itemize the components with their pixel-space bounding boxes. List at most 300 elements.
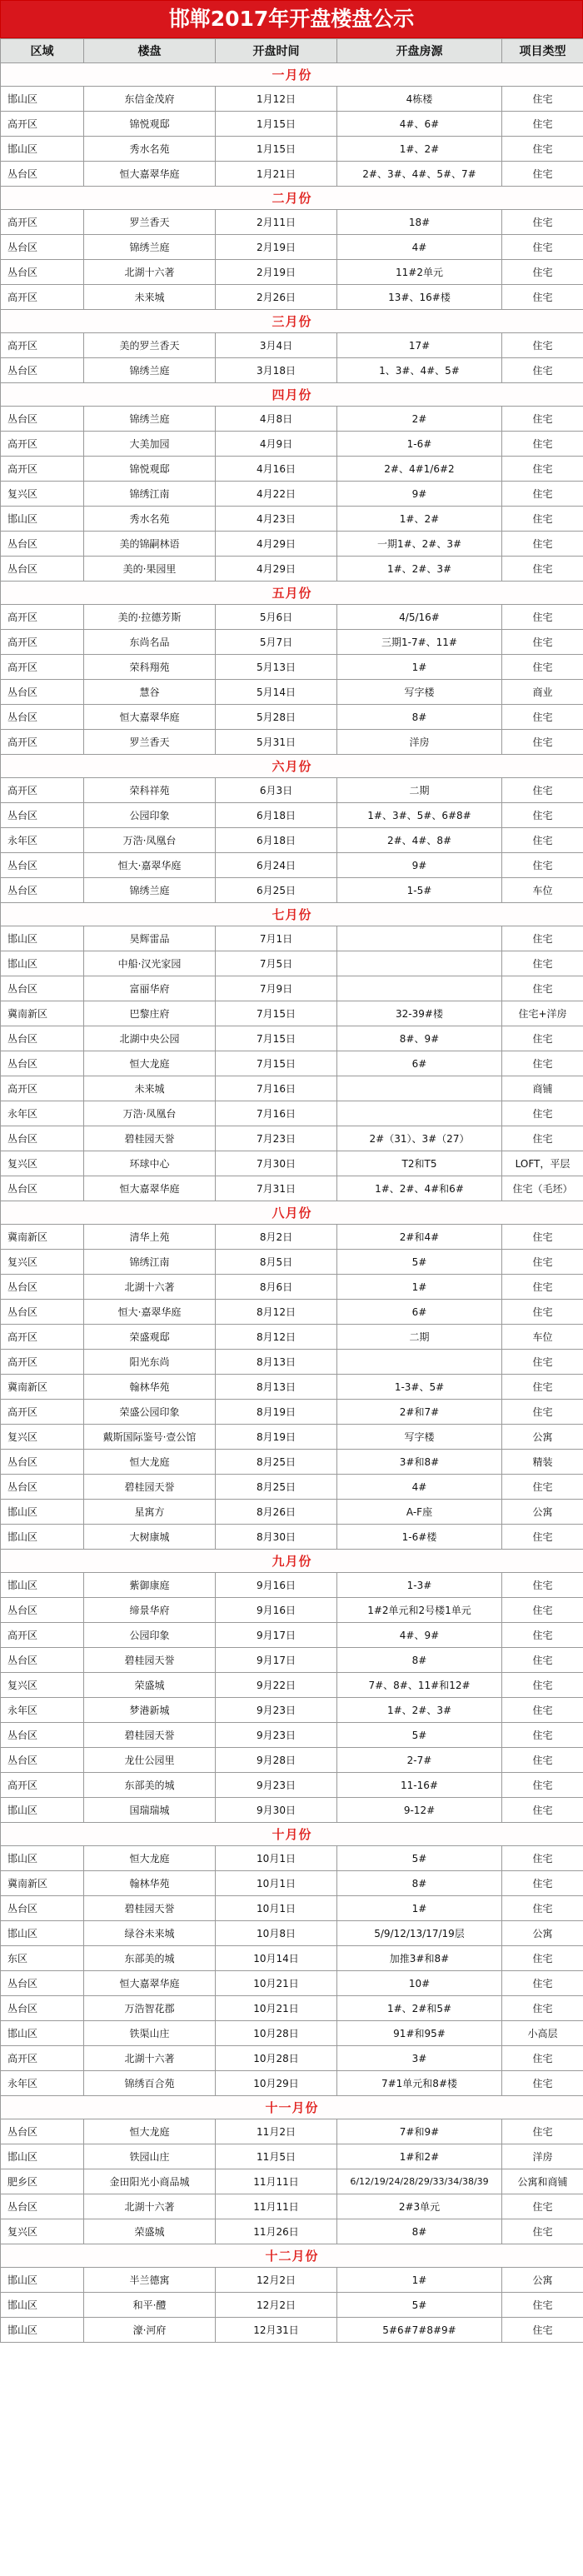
table-row — [1, 1300, 583, 1325]
cell-area: 高开区 — [1, 1350, 84, 1375]
table-row — [1, 2194, 583, 2219]
cell-type: 住宅 — [502, 2293, 583, 2318]
table-row — [1, 680, 583, 705]
cell-units: 1#、2# — [337, 507, 502, 532]
cell-project: 碧桂园天誉 — [84, 1648, 216, 1673]
table-row — [1, 1723, 583, 1748]
cell-type: 住宅 — [502, 112, 583, 137]
table-row — [1, 2071, 583, 2096]
cell-project: 恒大嘉翠华庭 — [84, 1176, 216, 1201]
cell-open-date: 8月30日 — [216, 1525, 337, 1550]
cell-project: 锦绣江南 — [84, 482, 216, 507]
cell-type: 住宅 — [502, 1051, 583, 1076]
cell-project: 公园印象 — [84, 1623, 216, 1648]
cell-units: 1#、3#、5#、6#8# — [337, 803, 502, 828]
cell-type: 住宅 — [502, 1996, 583, 2021]
cell-project: 北湖十六著 — [84, 2046, 216, 2071]
month-row — [1, 1823, 583, 1846]
cell-open-date: 2月19日 — [216, 235, 337, 260]
cell-open-date: 3月4日 — [216, 333, 337, 358]
table-row — [1, 285, 583, 310]
cell-project: 锦绣兰庭 — [84, 235, 216, 260]
cell-project: 恒大嘉翠华庭 — [84, 1971, 216, 1996]
cell-type: 商业 — [502, 680, 583, 705]
cell-open-date: 7月15日 — [216, 1001, 337, 1026]
cell-area: 丛台区 — [1, 705, 84, 730]
cell-project: 锦绣兰庭 — [84, 878, 216, 903]
cell-units: 9# — [337, 853, 502, 878]
cell-area: 丛台区 — [1, 557, 84, 582]
cell-open-date: 7月5日 — [216, 951, 337, 976]
cell-area: 高开区 — [1, 112, 84, 137]
table-row — [1, 1151, 583, 1176]
cell-area: 邯山区 — [1, 2144, 84, 2169]
cell-units: 4# — [337, 235, 502, 260]
cell-project: 国瑞瑞城 — [84, 1798, 216, 1823]
cell-project: 秀水名苑 — [84, 137, 216, 162]
cell-project: 碧桂园天誉 — [84, 1896, 216, 1921]
cell-units: 二期 — [337, 1325, 502, 1350]
cell-open-date: 10月8日 — [216, 1921, 337, 1946]
cell-area: 邯山区 — [1, 507, 84, 532]
cell-area: 丛台区 — [1, 260, 84, 285]
cell-area: 邯山区 — [1, 1846, 84, 1871]
cell-type: 住宅 — [502, 2219, 583, 2244]
cell-open-date: 10月1日 — [216, 1896, 337, 1921]
cell-type: 住宅 — [502, 1225, 583, 1250]
cell-units: 1#、2#、3# — [337, 557, 502, 582]
cell-open-date: 8月19日 — [216, 1425, 337, 1450]
cell-area: 高开区 — [1, 778, 84, 803]
cell-open-date: 1月15日 — [216, 112, 337, 137]
cell-area: 丛台区 — [1, 1475, 84, 1500]
cell-project: 翰林华苑 — [84, 1871, 216, 1896]
cell-area: 丛台区 — [1, 235, 84, 260]
cell-units — [337, 951, 502, 976]
cell-units — [337, 1101, 502, 1126]
cell-area: 邯山区 — [1, 1798, 84, 1823]
table-row — [1, 235, 583, 260]
cell-open-date: 4月23日 — [216, 507, 337, 532]
cell-area: 丛台区 — [1, 1748, 84, 1773]
cell-units: 8# — [337, 1871, 502, 1896]
table-row — [1, 730, 583, 755]
table-row — [1, 1126, 583, 1151]
table-row — [1, 2318, 583, 2343]
cell-type: 住宅 — [502, 1598, 583, 1623]
cell-project: 恒大龙庭 — [84, 1051, 216, 1076]
cell-area: 邯山区 — [1, 926, 84, 951]
cell-units: 17# — [337, 333, 502, 358]
cell-open-date: 11月11日 — [216, 2194, 337, 2219]
cell-type: 住宅 — [502, 951, 583, 976]
cell-open-date: 4月29日 — [216, 532, 337, 557]
cell-units: 11-16# — [337, 1773, 502, 1798]
cell-open-date: 8月13日 — [216, 1375, 337, 1400]
cell-type: 住宅 — [502, 2194, 583, 2219]
month-label: 八月份 — [1, 1201, 583, 1225]
cell-project: 罗兰香天 — [84, 730, 216, 755]
table-row — [1, 2046, 583, 2071]
cell-project: 恒大龙庭 — [84, 2119, 216, 2144]
cell-open-date: 8月12日 — [216, 1325, 337, 1350]
table-row — [1, 1450, 583, 1475]
table-row — [1, 1400, 583, 1425]
table-row — [1, 1275, 583, 1300]
cell-type: 车位 — [502, 878, 583, 903]
table-row — [1, 407, 583, 432]
month-row — [1, 755, 583, 778]
month-row — [1, 2244, 583, 2268]
cell-type: 住宅 — [502, 1400, 583, 1425]
cell-open-date: 5月13日 — [216, 655, 337, 680]
cell-open-date: 6月18日 — [216, 828, 337, 853]
table-row — [1, 1375, 583, 1400]
table-row — [1, 778, 583, 803]
cell-units: 1#、2#、4#和6# — [337, 1176, 502, 1201]
cell-type: 住宅 — [502, 1896, 583, 1921]
month-row — [1, 187, 583, 210]
cell-type: 住宅 — [502, 482, 583, 507]
table-row — [1, 655, 583, 680]
cell-area: 丛台区 — [1, 853, 84, 878]
header-units: 开盘房源 — [337, 39, 502, 63]
cell-type: 住宅 — [502, 1126, 583, 1151]
cell-open-date: 1月12日 — [216, 87, 337, 112]
month-label: 六月份 — [1, 755, 583, 778]
cell-project: 荣盛城 — [84, 2219, 216, 2244]
cell-units: 5# — [337, 1250, 502, 1275]
cell-area: 高开区 — [1, 1400, 84, 1425]
cell-open-date: 9月16日 — [216, 1598, 337, 1623]
cell-project: 阳光东尚 — [84, 1350, 216, 1375]
cell-open-date: 10月14日 — [216, 1946, 337, 1971]
cell-type: 商铺 — [502, 1076, 583, 1101]
cell-project: 清华上苑 — [84, 1225, 216, 1250]
cell-type: 住宅 — [502, 655, 583, 680]
cell-units: 1#、2# — [337, 137, 502, 162]
table-row — [1, 1598, 583, 1623]
month-label: 十二月份 — [1, 2244, 583, 2268]
cell-project: 大树康城 — [84, 1525, 216, 1550]
cell-type: 住宅 — [502, 1648, 583, 1673]
cell-project: 恒大龙庭 — [84, 1450, 216, 1475]
cell-type: 住宅 — [502, 853, 583, 878]
cell-area: 邯山区 — [1, 2293, 84, 2318]
cell-area: 高开区 — [1, 1773, 84, 1798]
cell-units: 1-3#、5# — [337, 1375, 502, 1400]
cell-project: 荣科翔苑 — [84, 655, 216, 680]
cell-open-date: 8月19日 — [216, 1400, 337, 1425]
cell-project: 和平·醴 — [84, 2293, 216, 2318]
cell-open-date: 9月16日 — [216, 1573, 337, 1598]
table-row — [1, 333, 583, 358]
cell-area: 复兴区 — [1, 1425, 84, 1450]
table-row — [1, 1500, 583, 1525]
cell-type: 住宅 — [502, 630, 583, 655]
cell-units: 8# — [337, 1648, 502, 1673]
cell-units: 1# — [337, 1896, 502, 1921]
cell-open-date: 4月8日 — [216, 407, 337, 432]
cell-project: 万浩智花郡 — [84, 1996, 216, 2021]
cell-type: 住宅 — [502, 2046, 583, 2071]
cell-project: 大美加园 — [84, 432, 216, 457]
cell-project: 绿谷未来城 — [84, 1921, 216, 1946]
cell-units: 1# — [337, 1275, 502, 1300]
month-label: 七月份 — [1, 903, 583, 926]
cell-units: 2-7# — [337, 1748, 502, 1773]
cell-area: 冀南新区 — [1, 1871, 84, 1896]
cell-open-date: 2月11日 — [216, 210, 337, 235]
cell-open-date: 9月30日 — [216, 1798, 337, 1823]
cell-project: 北湖十六著 — [84, 2194, 216, 2219]
table-row — [1, 1051, 583, 1076]
cell-units: 1# — [337, 655, 502, 680]
cell-type: 公寓 — [502, 1500, 583, 1525]
cell-area: 丛台区 — [1, 1300, 84, 1325]
cell-type: 住宅 — [502, 532, 583, 557]
cell-open-date: 4月16日 — [216, 457, 337, 482]
cell-open-date: 4月22日 — [216, 482, 337, 507]
cell-project: 龙仕公园里 — [84, 1748, 216, 1773]
cell-units: 13#、16#楼 — [337, 285, 502, 310]
cell-open-date: 8月6日 — [216, 1275, 337, 1300]
cell-open-date: 11月26日 — [216, 2219, 337, 2244]
cell-project: 锦悦观邸 — [84, 112, 216, 137]
cell-units: 4/5/16# — [337, 605, 502, 630]
cell-open-date: 6月25日 — [216, 878, 337, 903]
cell-area: 复兴区 — [1, 1151, 84, 1176]
cell-units: 18# — [337, 210, 502, 235]
cell-open-date: 10月28日 — [216, 2046, 337, 2071]
cell-open-date: 10月29日 — [216, 2071, 337, 2096]
cell-units: 三期1-7#、11# — [337, 630, 502, 655]
cell-units: 6# — [337, 1300, 502, 1325]
cell-open-date: 5月28日 — [216, 705, 337, 730]
cell-area: 复兴区 — [1, 482, 84, 507]
listing-table — [0, 38, 583, 2343]
month-label: 五月份 — [1, 582, 583, 605]
table-row — [1, 137, 583, 162]
table-row — [1, 1773, 583, 1798]
cell-project: 秀水名苑 — [84, 507, 216, 532]
cell-open-date: 5月7日 — [216, 630, 337, 655]
cell-area: 复兴区 — [1, 1673, 84, 1698]
cell-type: 住宅 — [502, 1946, 583, 1971]
cell-units: A-F座 — [337, 1500, 502, 1525]
cell-area: 高开区 — [1, 457, 84, 482]
cell-type: 住宅 — [502, 1350, 583, 1375]
table-row — [1, 1846, 583, 1871]
table-row — [1, 1225, 583, 1250]
table-row — [1, 878, 583, 903]
cell-units: 4栋楼 — [337, 87, 502, 112]
cell-type: 住宅 — [502, 803, 583, 828]
cell-area: 丛台区 — [1, 2194, 84, 2219]
cell-area: 丛台区 — [1, 162, 84, 187]
cell-project: 铁园山庄 — [84, 2144, 216, 2169]
table-row — [1, 1896, 583, 1921]
table-row — [1, 532, 583, 557]
cell-project: 紫御康庭 — [84, 1573, 216, 1598]
cell-type: 公寓 — [502, 1425, 583, 1450]
table-row — [1, 1698, 583, 1723]
cell-type: 住宅 — [502, 1698, 583, 1723]
table-row — [1, 1001, 583, 1026]
cell-open-date: 1月15日 — [216, 137, 337, 162]
cell-units — [337, 1350, 502, 1375]
cell-area: 丛台区 — [1, 1026, 84, 1051]
table-row — [1, 605, 583, 630]
cell-project: 缔景华府 — [84, 1598, 216, 1623]
month-row — [1, 383, 583, 407]
cell-project: 昊辉雷品 — [84, 926, 216, 951]
cell-area: 丛台区 — [1, 1723, 84, 1748]
cell-units: 1#2单元和2号楼1单元 — [337, 1598, 502, 1623]
cell-project: 未来城 — [84, 285, 216, 310]
cell-open-date: 10月21日 — [216, 1996, 337, 2021]
cell-project: 东部美的城 — [84, 1773, 216, 1798]
cell-units: 4#、6# — [337, 112, 502, 137]
cell-open-date: 6月18日 — [216, 803, 337, 828]
cell-type: 住宅 — [502, 432, 583, 457]
cell-area: 邯山区 — [1, 951, 84, 976]
cell-area: 复兴区 — [1, 2219, 84, 2244]
cell-project: 美的·果园里 — [84, 557, 216, 582]
cell-type: 住宅 — [502, 358, 583, 383]
cell-open-date: 7月23日 — [216, 1126, 337, 1151]
cell-open-date: 1月21日 — [216, 162, 337, 187]
cell-project: 未来城 — [84, 1076, 216, 1101]
table-row — [1, 1871, 583, 1896]
cell-project: 富丽华府 — [84, 976, 216, 1001]
cell-open-date: 9月22日 — [216, 1673, 337, 1698]
table-row — [1, 2293, 583, 2318]
cell-open-date: 2月26日 — [216, 285, 337, 310]
cell-open-date: 12月2日 — [216, 2293, 337, 2318]
cell-area: 丛台区 — [1, 1450, 84, 1475]
table-row — [1, 1946, 583, 1971]
cell-area: 邯山区 — [1, 2318, 84, 2343]
cell-project: 梦港新城 — [84, 1698, 216, 1723]
cell-area: 冀南新区 — [1, 1001, 84, 1026]
table-row — [1, 803, 583, 828]
cell-open-date: 7月30日 — [216, 1151, 337, 1176]
cell-area: 邯山区 — [1, 137, 84, 162]
cell-units: 11#2单元 — [337, 260, 502, 285]
cell-type: 住宅 — [502, 333, 583, 358]
cell-units: 9-12# — [337, 1798, 502, 1823]
cell-units: 5# — [337, 1723, 502, 1748]
cell-area: 丛台区 — [1, 1176, 84, 1201]
cell-area: 邯山区 — [1, 1921, 84, 1946]
cell-type: 住宅 — [502, 778, 583, 803]
cell-units — [337, 1076, 502, 1101]
cell-area: 邯山区 — [1, 2021, 84, 2046]
cell-project: 荣盛城 — [84, 1673, 216, 1698]
cell-type: 住宅 — [502, 1971, 583, 1996]
table-row — [1, 1525, 583, 1550]
cell-units: 2#和7# — [337, 1400, 502, 1425]
cell-type: 住宅 — [502, 705, 583, 730]
table-body — [1, 63, 583, 2343]
cell-units — [337, 926, 502, 951]
cell-open-date: 12月2日 — [216, 2268, 337, 2293]
cell-project: 东部美的城 — [84, 1946, 216, 1971]
cell-area: 丛台区 — [1, 1275, 84, 1300]
cell-type: 住宅 — [502, 1846, 583, 1871]
cell-area: 丛台区 — [1, 358, 84, 383]
cell-type: 住宅 — [502, 260, 583, 285]
cell-open-date: 9月28日 — [216, 1748, 337, 1773]
cell-units: 1#和2# — [337, 2144, 502, 2169]
cell-area: 丛台区 — [1, 878, 84, 903]
cell-units: 2#、3#、4#、5#、7# — [337, 162, 502, 187]
cell-project: 环球中心 — [84, 1151, 216, 1176]
cell-units: 洋房 — [337, 730, 502, 755]
table-row — [1, 1673, 583, 1698]
cell-type: 住宅 — [502, 1871, 583, 1896]
cell-open-date: 4月9日 — [216, 432, 337, 457]
cell-units: 4#、9# — [337, 1623, 502, 1648]
cell-area: 高开区 — [1, 2046, 84, 2071]
cell-type: 小高层 — [502, 2021, 583, 2046]
cell-area: 肥乡区 — [1, 2169, 84, 2194]
cell-area: 高开区 — [1, 630, 84, 655]
table-row — [1, 976, 583, 1001]
table-row — [1, 2219, 583, 2244]
cell-type: 公寓和商铺 — [502, 2169, 583, 2194]
table-row — [1, 2268, 583, 2293]
table-row — [1, 1350, 583, 1375]
cell-open-date: 7月15日 — [216, 1026, 337, 1051]
cell-area: 高开区 — [1, 1623, 84, 1648]
cell-area: 丛台区 — [1, 1051, 84, 1076]
cell-type: 住宅 — [502, 210, 583, 235]
month-label: 十月份 — [1, 1823, 583, 1846]
cell-units: 2#3单元 — [337, 2194, 502, 2219]
cell-units: 5/9/12/13/17/19层 — [337, 1921, 502, 1946]
cell-project: 慧谷 — [84, 680, 216, 705]
cell-project: 恒大龙庭 — [84, 1846, 216, 1871]
cell-open-date: 3月18日 — [216, 358, 337, 383]
table-row — [1, 1176, 583, 1201]
cell-units: 二期 — [337, 778, 502, 803]
cell-type: 住宅 — [502, 1375, 583, 1400]
table-row — [1, 1971, 583, 1996]
cell-type: 住宅 — [502, 1673, 583, 1698]
cell-area: 丛台区 — [1, 1996, 84, 2021]
table-row — [1, 2169, 583, 2194]
cell-open-date: 6月3日 — [216, 778, 337, 803]
cell-project: 锦悦观邸 — [84, 457, 216, 482]
cell-type: 住宅 — [502, 1798, 583, 1823]
cell-area: 东区 — [1, 1946, 84, 1971]
cell-project: 荣科祥苑 — [84, 778, 216, 803]
cell-project: 荣盛观邸 — [84, 1325, 216, 1350]
cell-type: 住宅（毛坯） — [502, 1176, 583, 1201]
cell-type: 住宅+洋房 — [502, 1001, 583, 1026]
cell-units: 7#1单元和8#楼 — [337, 2071, 502, 2096]
cell-area: 邯山区 — [1, 1525, 84, 1550]
table-row — [1, 162, 583, 187]
table-row — [1, 1921, 583, 1946]
cell-project: 美的·拉德芳斯 — [84, 605, 216, 630]
cell-open-date: 7月1日 — [216, 926, 337, 951]
cell-project: 铁渠山庄 — [84, 2021, 216, 2046]
table-row — [1, 260, 583, 285]
cell-type: 住宅 — [502, 1525, 583, 1550]
